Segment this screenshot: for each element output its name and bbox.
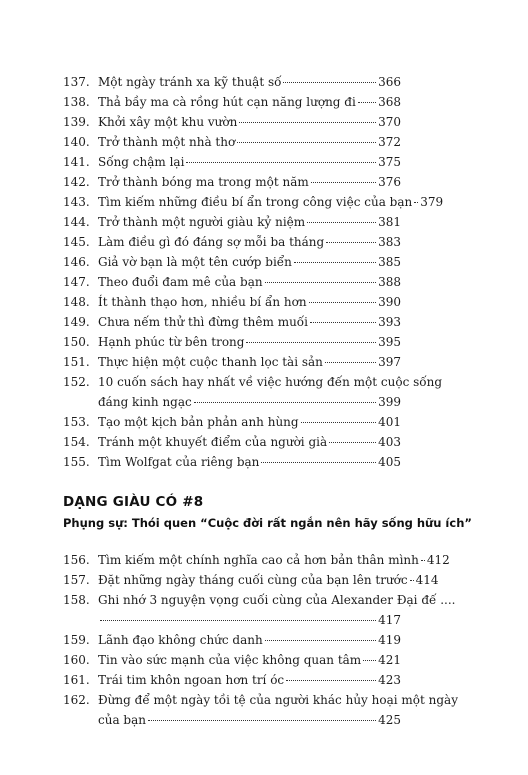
entry-number: 152. (63, 375, 90, 389)
entry-page-number: 419 (378, 633, 401, 647)
entry-title: Lãnh đạo không chức danh (98, 633, 263, 647)
dot-leader (148, 720, 376, 721)
entry-title: Thực hiện một cuộc thanh lọc tài sản (98, 355, 323, 369)
entry-page-number: 381 (378, 215, 401, 229)
entry-title: Giả vờ bạn là một tên cướp biển (98, 255, 292, 269)
entry-number: 143. (63, 195, 90, 209)
entry-number: 155. (63, 455, 90, 469)
entry-title: Hạnh phúc từ bên trong (98, 335, 245, 349)
entry-number: 162. (63, 693, 90, 707)
dot-leader (186, 162, 376, 163)
entry-page-number: 397 (378, 355, 401, 369)
entry-number: 158. (63, 593, 90, 607)
dot-leader (325, 362, 376, 363)
dot-leader (237, 142, 376, 143)
dot-leader (286, 680, 376, 681)
dot-leader (307, 222, 376, 223)
dot-leader (358, 102, 376, 103)
dot-leader (194, 402, 376, 403)
entry-number: 138. (63, 95, 90, 109)
toc-entry (63, 112, 401, 132)
entry-number: 149. (63, 315, 90, 329)
dot-leader (310, 322, 376, 323)
entry-number: 140. (63, 135, 90, 149)
dot-leader (265, 640, 376, 641)
table-of-contents-list (63, 72, 444, 472)
dot-leader (261, 462, 376, 463)
entry-title: đáng kinh ngạc (98, 395, 192, 409)
dot-leader (421, 560, 425, 561)
section-subheading: Phụng sự: Thói quen “Cuộc đời rất ngắn nên hãy sống hữu ích” (63, 516, 472, 530)
entry-number: 137. (63, 75, 90, 89)
entry-number: 151. (63, 355, 90, 369)
entry-title: Theo đuổi đam mê của bạn (98, 275, 263, 289)
entry-title: Thả bầy ma cà rồng hút cạn năng lượng đi (98, 95, 356, 109)
dot-leader (363, 660, 376, 661)
toc-entry (63, 630, 401, 650)
toc-entry (63, 372, 443, 412)
toc-entry (63, 272, 401, 292)
entry-page-number: 401 (378, 415, 401, 429)
section-heading: DẠNG GIÀU CÓ #8 (63, 494, 204, 510)
dot-leader (283, 82, 376, 83)
toc-entry (63, 590, 456, 630)
dot-leader (309, 302, 377, 303)
entry-title: Đặt những ngày tháng cuối cùng của bạn lên trước (98, 573, 408, 587)
entry-title: Tạo một kịch bản phản anh hùng (98, 415, 299, 429)
entry-number: 156. (63, 553, 90, 567)
toc-entry (63, 550, 450, 570)
entry-number: 159. (63, 633, 90, 647)
entry-number: 160. (63, 653, 90, 667)
toc-entry (63, 192, 444, 212)
toc-entry (63, 312, 401, 332)
entry-number: 161. (63, 673, 90, 687)
entry-title: Tìm Wolfgat của riêng bạn (98, 455, 260, 469)
entry-number: 150. (63, 335, 90, 349)
toc-entry (63, 252, 401, 272)
entry-page-number: 375 (378, 155, 401, 169)
entry-page-number: 405 (378, 455, 401, 469)
dot-leader (100, 620, 376, 621)
dot-leader (311, 182, 376, 183)
entry-title: Tìm kiếm một chính nghĩa cao cả hơn bản thân mình (98, 553, 419, 567)
entry-number: 147. (63, 275, 90, 289)
entry-page-number: 399 (378, 395, 401, 409)
entry-number: 142. (63, 175, 90, 189)
entry-title: Một ngày tránh xa kỹ thuật số (98, 75, 282, 89)
entry-page-number: 423 (378, 673, 401, 687)
dot-leader (294, 262, 376, 263)
entry-number: 157. (63, 573, 90, 587)
dot-leader (301, 422, 377, 423)
entry-page-number: 425 (378, 713, 401, 727)
toc-entry (63, 452, 401, 472)
entry-title: Trở thành bóng ma trong một năm (98, 175, 309, 189)
toc-entry (63, 232, 401, 252)
entry-title: Tìm kiếm những điều bí ẩn trong công việc của bạn (98, 195, 413, 209)
entry-title: Chưa nếm thử thì đừng thêm muối (98, 315, 308, 329)
dot-leader (246, 342, 376, 343)
entry-page-number: 366 (378, 75, 401, 89)
entry-title: Khởi xây một khu vườn (98, 115, 238, 129)
entry-title-line1: Ghi nhớ 3 nguyện vọng cuối cùng của Alexander Đại đế .... (98, 593, 456, 607)
toc-entry (63, 412, 401, 432)
toc-entry (63, 670, 401, 690)
entry-page-number: 390 (378, 295, 401, 309)
entry-number: 154. (63, 435, 90, 449)
entry-number: 144. (63, 215, 90, 229)
entry-page-number: 412 (426, 553, 450, 567)
entry-title: Sống chậm lại (98, 155, 185, 169)
entry-page-number: 385 (378, 255, 401, 269)
entry-number: 146. (63, 255, 90, 269)
entry-page-number: 370 (378, 115, 401, 129)
entry-title: Trở thành một người giàu kỷ niệm (98, 215, 306, 229)
entry-number: 139. (63, 115, 90, 129)
entry-page-number: 393 (378, 315, 401, 329)
dot-leader (410, 580, 414, 581)
entry-page-number: 414 (415, 573, 439, 587)
entry-page-number: 368 (378, 95, 401, 109)
toc-entry (63, 292, 401, 312)
entry-page-number: 395 (378, 335, 401, 349)
dot-leader (414, 202, 418, 203)
toc-entry (63, 152, 401, 172)
entry-title: Trái tim khôn ngoan hơn trí óc (98, 673, 285, 687)
toc-entry (63, 72, 401, 92)
entry-title: Tránh một khuyết điểm của người già (98, 435, 328, 449)
toc-entry (63, 212, 401, 232)
toc-entry (63, 570, 439, 590)
toc-entry (63, 690, 458, 730)
entry-number: 141. (63, 155, 90, 169)
entry-title: Ít thành thạo hơn, nhiều bí ẩn hơn (98, 295, 307, 309)
toc-entry (63, 92, 401, 112)
entry-number: 153. (63, 415, 90, 429)
entry-page-number: 372 (378, 135, 401, 149)
dot-leader (239, 122, 376, 123)
toc-entry (63, 432, 401, 452)
toc-entry (63, 650, 401, 670)
entry-page-number: 379 (420, 195, 444, 209)
entry-title: Làm điều gì đó đáng sợ mỗi ba tháng (98, 235, 325, 249)
table-of-contents-list (63, 550, 458, 730)
entry-number: 148. (63, 295, 90, 309)
entry-title: Tin vào sức mạnh của việc không quan tâm (98, 653, 362, 667)
entry-title-line1: 10 cuốn sách hay nhất về việc hướng đến một cuộc sống (98, 375, 443, 389)
toc-entry (63, 132, 401, 152)
entry-page-number: 417 (378, 613, 401, 627)
toc-entry (63, 332, 401, 352)
entry-page-number: 376 (378, 175, 401, 189)
toc-entry (63, 352, 401, 372)
dot-leader (326, 242, 376, 243)
toc-entry (63, 172, 401, 192)
entry-page-number: 383 (378, 235, 401, 249)
entry-page-number: 403 (378, 435, 401, 449)
dot-leader (265, 282, 377, 283)
entry-number: 145. (63, 235, 90, 249)
entry-title: của bạn (98, 713, 146, 727)
entry-title-line1: Đừng để một ngày tồi tệ của người khác hủy hoại một ngày (98, 693, 458, 707)
entry-page-number: 421 (378, 653, 401, 667)
entry-page-number: 388 (378, 275, 401, 289)
entry-title: Trở thành một nhà thơ (98, 135, 236, 149)
dot-leader (329, 442, 376, 443)
